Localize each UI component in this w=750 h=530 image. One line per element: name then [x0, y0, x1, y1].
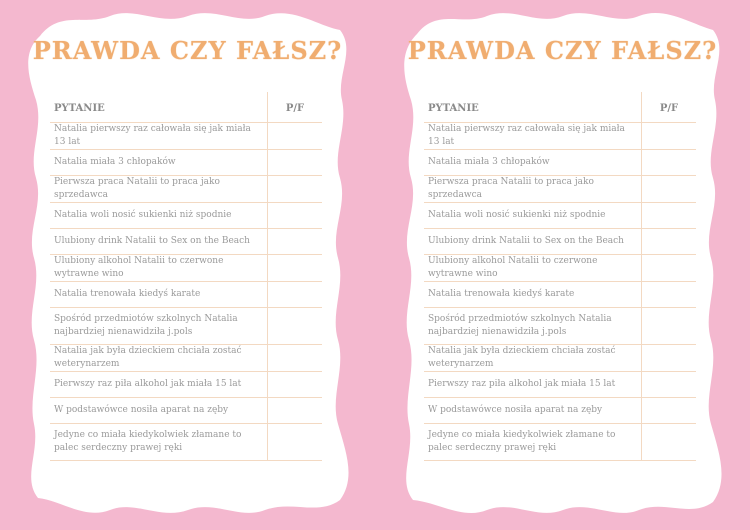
question-text: W podstawówce nosiła aparat na zęby	[50, 398, 268, 424]
table-row	[424, 282, 696, 308]
quiz-card-right	[375, 0, 750, 530]
table-row	[424, 308, 696, 345]
answer-cell[interactable]	[268, 229, 323, 255]
table-header-row	[424, 92, 696, 123]
question-text: Natalia woli nosić sukienki niż spodnie	[50, 203, 268, 229]
answer-cell[interactable]	[268, 123, 323, 150]
question-text: Pierwsza praca Natalii to praca jako sprzedawca	[50, 176, 268, 203]
table-row	[424, 123, 696, 150]
answer-cell[interactable]	[642, 398, 697, 424]
page-title: PRAWDA CZY FAŁSZ?	[32, 36, 343, 65]
question-text: Natalia woli nosić sukienki niż spodnie	[424, 203, 642, 229]
answer-cell[interactable]	[268, 372, 323, 398]
answer-cell[interactable]	[642, 203, 697, 229]
quiz-table	[50, 92, 322, 461]
question-text: Ulubiony drink Natalii to Sex on the Beach	[50, 229, 268, 255]
answer-cell[interactable]	[642, 424, 697, 461]
table-row	[50, 398, 322, 424]
table-row	[424, 203, 696, 229]
table-row	[50, 308, 322, 345]
answer-cell[interactable]	[642, 308, 697, 345]
column-header-answer: P/F	[268, 92, 323, 123]
answer-cell[interactable]	[642, 282, 697, 308]
question-text: Spośród przedmiotów szkolnych Natalia najbardziej nienawidziła j.pols	[424, 308, 642, 345]
answer-cell[interactable]	[642, 123, 697, 150]
question-text: Natalia trenowała kiedyś karate	[50, 282, 268, 308]
table-row	[50, 150, 322, 176]
answer-cell[interactable]	[642, 372, 697, 398]
table-row	[424, 424, 696, 461]
question-text: Pierwszy raz piła alkohol jak miała 15 lat	[424, 372, 642, 398]
answer-cell[interactable]	[268, 203, 323, 229]
table-row	[50, 424, 322, 461]
answer-cell[interactable]	[642, 345, 697, 372]
table-row	[50, 176, 322, 203]
answer-cell[interactable]	[268, 308, 323, 345]
question-text: Pierwsza praca Natalii to praca jako sprzedawca	[424, 176, 642, 203]
table-row	[424, 345, 696, 372]
table-row	[50, 229, 322, 255]
answer-cell[interactable]	[268, 398, 323, 424]
table-row	[424, 176, 696, 203]
table-row	[50, 255, 322, 282]
question-text: Pierwszy raz piła alkohol jak miała 15 lat	[50, 372, 268, 398]
table-row	[50, 123, 322, 150]
column-header-question: PYTANIE	[50, 92, 268, 123]
table-row	[50, 203, 322, 229]
question-text: Natalia jak była dzieckiem chciała zostać weterynarzem	[50, 345, 268, 372]
question-text: Natalia pierwszy raz całowała się jak miała 13 lat	[424, 123, 642, 150]
answer-cell[interactable]	[268, 176, 323, 203]
table-row	[424, 150, 696, 176]
quiz-table	[424, 92, 696, 461]
table-row	[50, 345, 322, 372]
question-text: Natalia trenowała kiedyś karate	[424, 282, 642, 308]
question-text: Spośród przedmiotów szkolnych Natalia najbardziej nienawidziła j.pols	[50, 308, 268, 345]
question-text: Natalia miała 3 chłopaków	[424, 150, 642, 176]
table-row	[424, 255, 696, 282]
answer-cell[interactable]	[268, 424, 323, 461]
question-text: Natalia miała 3 chłopaków	[50, 150, 268, 176]
answer-cell[interactable]	[642, 229, 697, 255]
table-row	[50, 282, 322, 308]
answer-cell[interactable]	[642, 176, 697, 203]
question-text: Natalia pierwszy raz całowała się jak miała 13 lat	[50, 123, 268, 150]
answer-cell[interactable]	[268, 282, 323, 308]
question-text: Ulubiony alkohol Natalii to czerwone wytrawne wino	[50, 255, 268, 282]
column-header-question: PYTANIE	[424, 92, 642, 123]
answer-cell[interactable]	[642, 255, 697, 282]
question-text: W podstawówce nosiła aparat na zęby	[424, 398, 642, 424]
answer-cell[interactable]	[268, 150, 323, 176]
question-text: Ulubiony drink Natalii to Sex on the Beach	[424, 229, 642, 255]
table-header-row	[50, 92, 322, 123]
question-text: Jedyne co miała kiedykolwiek złamane to palec serdeczny prawej ręki	[50, 424, 268, 461]
answer-cell[interactable]	[268, 255, 323, 282]
page-title: PRAWDA CZY FAŁSZ?	[407, 36, 718, 65]
question-text: Jedyne co miała kiedykolwiek złamane to palec serdeczny prawej ręki	[424, 424, 642, 461]
answer-cell[interactable]	[642, 150, 697, 176]
table-row	[424, 398, 696, 424]
answer-cell[interactable]	[268, 345, 323, 372]
table-row	[424, 372, 696, 398]
question-text: Ulubiony alkohol Natalii to czerwone wytrawne wino	[424, 255, 642, 282]
column-header-answer: P/F	[642, 92, 697, 123]
table-row	[424, 229, 696, 255]
table-row	[50, 372, 322, 398]
question-text: Natalia jak była dzieckiem chciała zostać weterynarzem	[424, 345, 642, 372]
